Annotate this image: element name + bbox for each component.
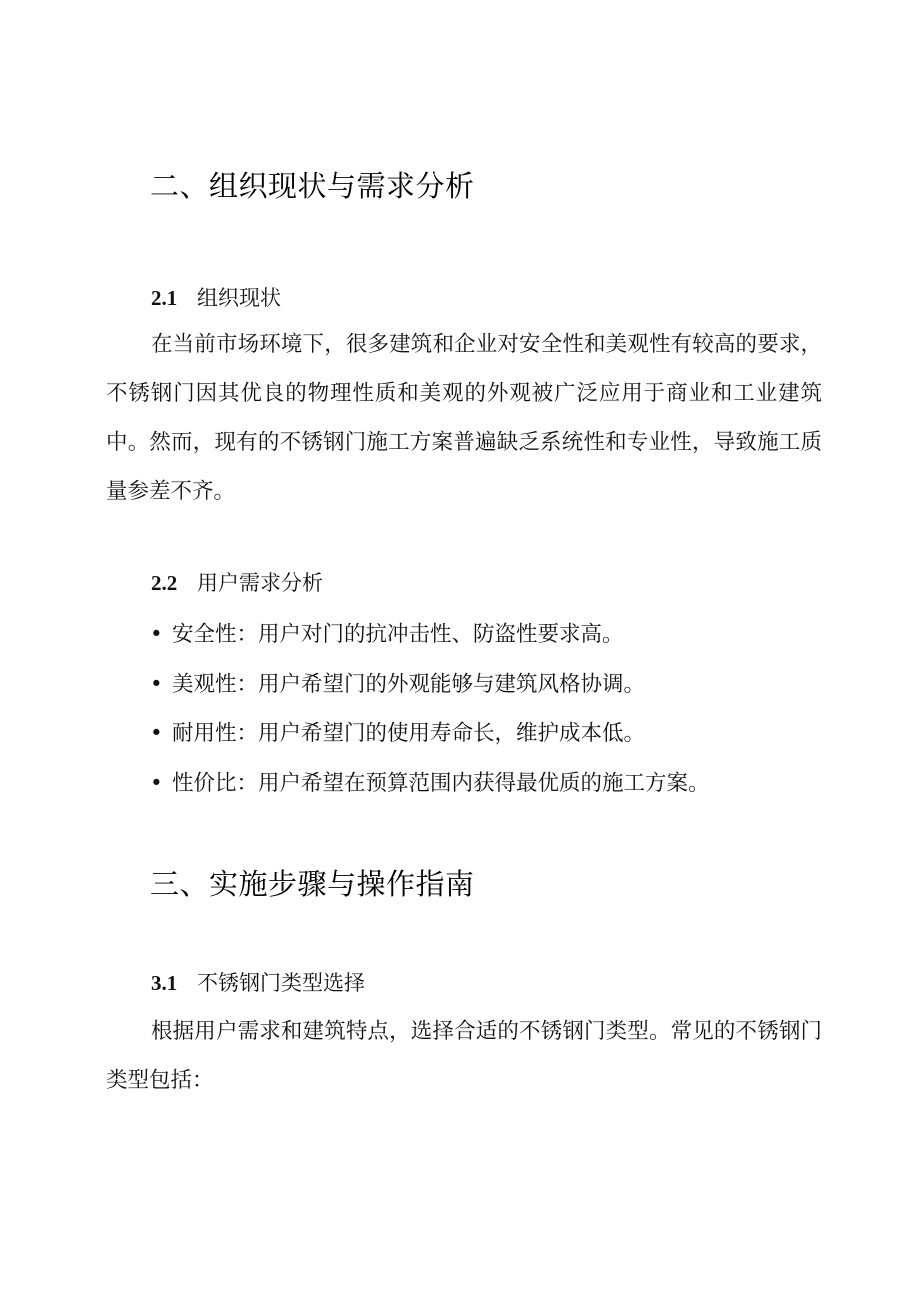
- subsection-2-2-heading: [151, 569, 323, 597]
- subsection-number: 2.2: [151, 571, 178, 595]
- list-item-text: 耐用性：用户希望门的使用寿命长，维护成本低。: [172, 721, 646, 746]
- subsection-number: 3.1: [151, 971, 178, 995]
- bullet-icon: •: [150, 671, 163, 697]
- paragraph-door-type-selection: 根据用户需求和建筑特点，选择合适的不锈钢门类型。常见的不锈钢门类型包括：: [106, 1019, 822, 1093]
- list-item: [150, 759, 710, 809]
- bullet-icon: •: [150, 721, 163, 746]
- list-item-text: 性价比：用户希望在预算范围内获得最优质的施工方案。: [172, 770, 710, 796]
- subsection-title: 组织现状: [197, 286, 281, 310]
- subsection-number: 2.1: [151, 286, 178, 310]
- section-2-heading: 二、组织现状与需求分析: [150, 169, 475, 203]
- list-item-text: 安全性：用户对门的抗冲击性、防盗性要求高。: [172, 622, 624, 647]
- bullet-icon: •: [150, 622, 163, 647]
- section-3-heading: 三、实施步骤与操作指南: [150, 867, 475, 901]
- subsection-3-1-heading: [151, 969, 365, 997]
- list-item: [150, 660, 710, 710]
- list-item: [150, 709, 710, 759]
- list-item-text: 美观性：用户希望门的外观能够与建筑风格协调。: [172, 671, 646, 697]
- bullet-icon: •: [150, 770, 163, 796]
- paragraph-organization-status: 在当前市场环境下，很多建筑和企业对安全性和美观性有较高的要求，不锈钢门因其优良的物理性质和美观的外观被广泛应用于商业和工业建筑中。然而，现有的不锈钢门施工方案普遍缺乏系统性和专业性，导致施工质量参差不齐。: [106, 332, 822, 504]
- user-needs-list: [150, 610, 710, 808]
- subsection-title: 不锈钢门类型选择: [197, 971, 365, 995]
- subsection-2-1-heading: [151, 284, 281, 312]
- subsection-title: 用户需求分析: [197, 571, 323, 595]
- list-item: [150, 610, 710, 660]
